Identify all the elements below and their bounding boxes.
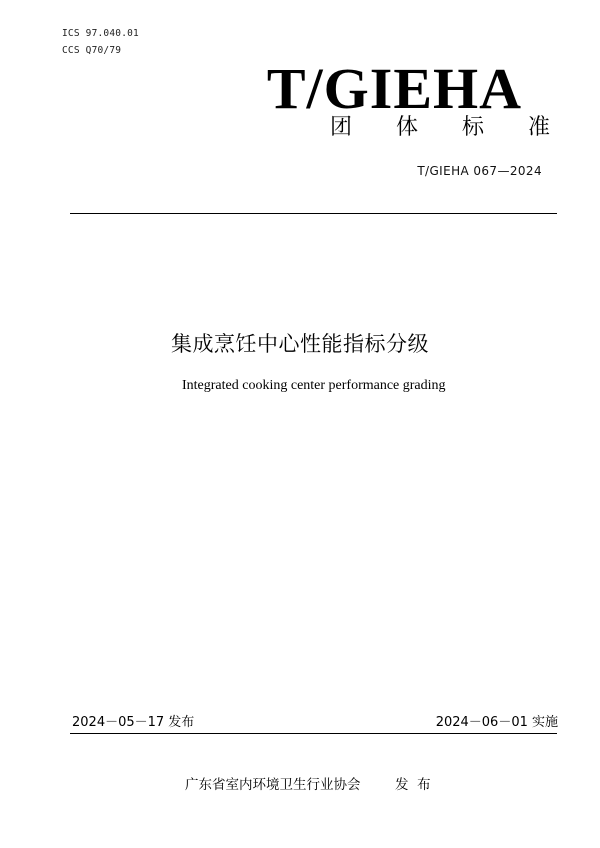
standard-number: T/GIEHA 067—2024 xyxy=(417,164,542,178)
issue-label: 发 布 xyxy=(395,777,431,793)
publish-date: 2024－05－17 发布 xyxy=(72,715,195,730)
document-title-english: Integrated cooking center performance grading xyxy=(182,378,446,393)
top-divider xyxy=(70,213,557,214)
document-title-chinese: 集成烹饪中心性能指标分级 xyxy=(171,332,429,356)
implementation-date: 2024－06－01 实施 xyxy=(435,715,558,730)
standard-category-label: 团 体 标 准 xyxy=(330,115,550,140)
issuing-organization: 广东省室内环境卫生行业协会 xyxy=(185,777,361,793)
standard-brand-code: T/GIEHA xyxy=(266,56,522,121)
bottom-divider xyxy=(70,733,557,734)
ics-code: ICS 97.040.01 xyxy=(62,28,139,39)
ccs-code: CCS Q70/79 xyxy=(62,45,122,56)
